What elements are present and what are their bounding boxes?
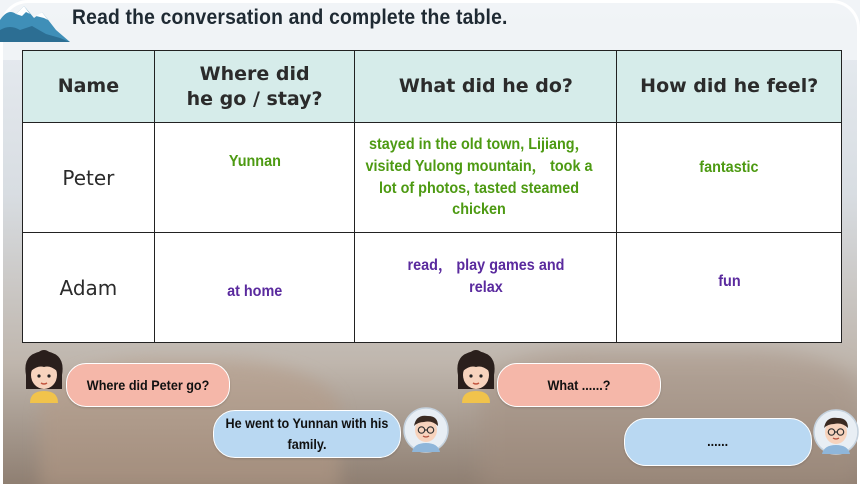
answer-where: at home <box>227 283 283 300</box>
answer-bubble-2 <box>624 418 812 466</box>
boy-avatar-icon <box>812 406 860 460</box>
header-name: Name <box>23 51 155 123</box>
bubble-text: He went to Yunnan with his family. <box>225 415 389 452</box>
page-title: Read the conversation and complete the table. <box>72 6 508 29</box>
row-what-cell <box>355 123 617 233</box>
answer-what: read， play games and relax <box>407 257 565 296</box>
girl-avatar-icon <box>20 345 68 403</box>
row-feel-cell <box>617 123 842 233</box>
answer-what: stayed in the old town, Lijiang， visited Yulong mountain， took a lot of photos, tasted steamed chicken <box>365 136 593 219</box>
table-header-row <box>23 51 842 123</box>
bubble-text: What ......? <box>547 376 611 393</box>
table-row <box>23 123 842 233</box>
answer-bubble-1 <box>213 410 401 458</box>
answer-table <box>22 50 842 343</box>
row-where-cell <box>154 123 355 233</box>
header-where: Where did he go / stay? <box>154 51 355 123</box>
bubble-text: ...... <box>707 433 729 449</box>
table-row <box>23 233 842 343</box>
header-what: What did he do? <box>355 51 617 123</box>
question-bubble-2 <box>497 363 661 407</box>
answer-where: Yunnan <box>228 153 281 170</box>
row-name: Peter <box>23 123 155 233</box>
girl-avatar-icon <box>452 345 500 403</box>
bubble-text: Where did Peter go? <box>86 376 210 393</box>
boy-avatar-icon <box>402 404 450 458</box>
row-what-cell <box>355 233 617 343</box>
question-bubble-1 <box>66 363 230 407</box>
answer-feel: fun <box>718 273 741 290</box>
mountain-icon <box>0 0 70 42</box>
row-name: Adam <box>23 233 155 343</box>
header-feel: How did he feel? <box>617 51 842 123</box>
answer-feel: fantastic <box>699 159 759 176</box>
row-where-cell <box>154 233 355 343</box>
row-feel-cell <box>617 233 842 343</box>
